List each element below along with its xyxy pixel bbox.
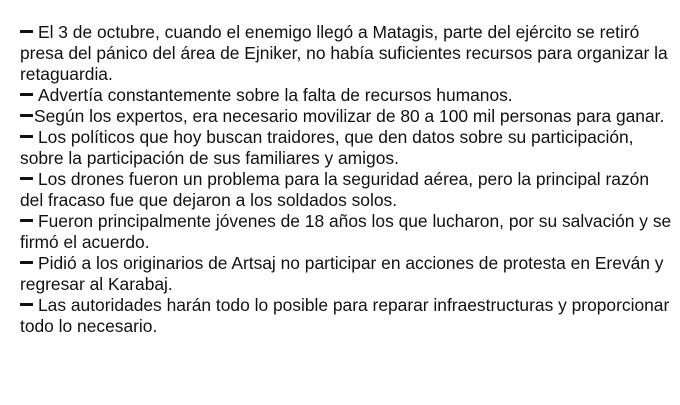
dash-bullet-icon <box>20 93 33 96</box>
list-item-text: Las autoridades harán todo lo posible para reparar infraestructuras y proporcionar todo lo necesario. <box>20 295 670 336</box>
list-item-text: Advertía constantemente sobre la falta de recursos humanos. <box>38 85 513 105</box>
list-item-text: Los políticos que hoy buscan traidores, que den datos sobre su participación, sobre la participación de sus familiares y amigos. <box>20 127 634 168</box>
dash-bullet-icon <box>20 219 33 222</box>
dash-bullet-icon <box>20 177 33 180</box>
list-item <box>20 169 675 211</box>
list-item <box>20 295 675 337</box>
list-item-text: Los drones fueron un problema para la seguridad aérea, pero la principal razón del fracaso fue que dejaron a los soldados solos. <box>20 169 649 210</box>
list-item <box>20 211 675 253</box>
dash-bullet-icon <box>20 303 33 306</box>
list-item <box>20 127 675 169</box>
dash-bullet-icon <box>20 30 33 33</box>
dash-bullet-icon <box>20 261 33 264</box>
list-item-text: Pidió a los originarios de Artsaj no participar en acciones de protesta en Ereván y regresar al Karabaj. <box>20 253 664 294</box>
list-item <box>20 253 675 295</box>
dash-bullet-icon <box>20 114 33 117</box>
list-item <box>20 106 675 127</box>
list-item-text: El 3 de octubre, cuando el enemigo llegó a Matagis, parte del ejército se retiró presa del pánico del área de Ejniker, no había suficientes recursos para organizar la retaguardia. <box>20 22 668 84</box>
list-item-text: Según los expertos, era necesario movilizar de 80 a 100 mil personas para ganar. <box>34 106 665 126</box>
list-item-text: Fueron principalmente jóvenes de 18 años los que lucharon, por su salvación y se firmó el acuerdo. <box>20 211 672 252</box>
list-item <box>20 85 675 106</box>
list-item <box>20 22 675 85</box>
bullet-list <box>20 22 675 337</box>
dash-bullet-icon <box>20 135 33 138</box>
